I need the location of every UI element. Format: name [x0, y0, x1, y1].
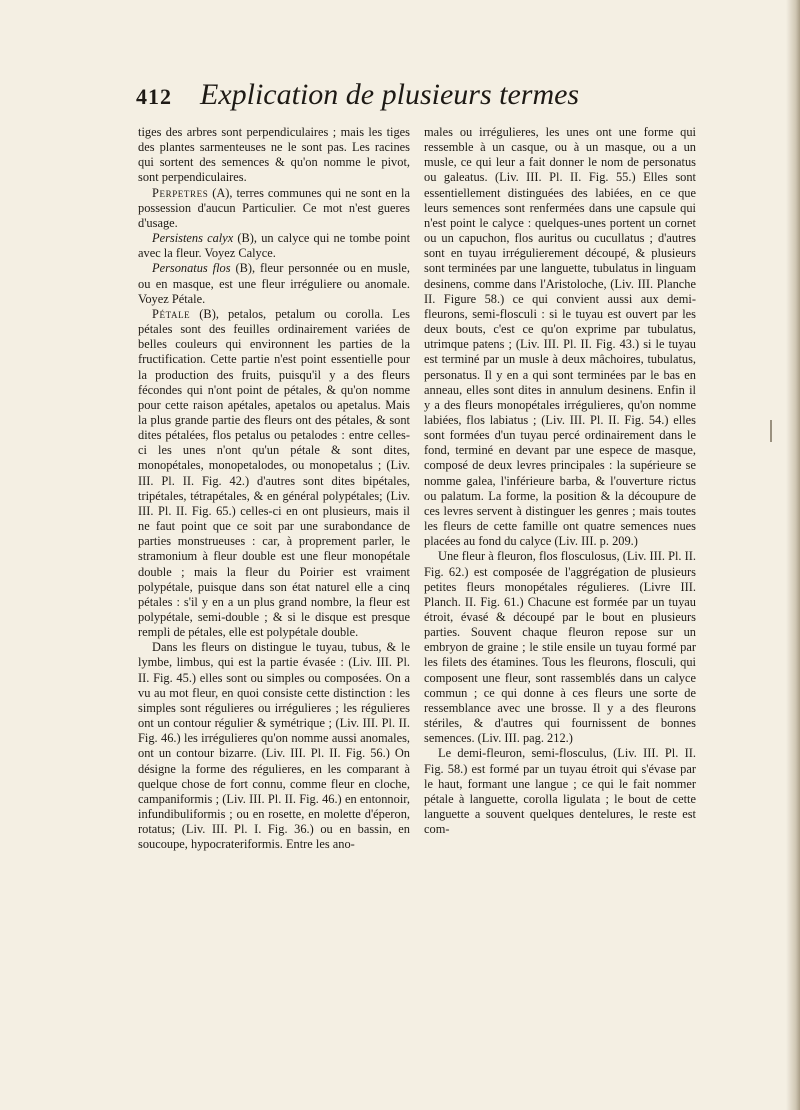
paragraph: Dans les fleurs on distingue le tuyau, tubus, & le lymbe, limbus, qui est la partie évasée : (Liv. III. Pl. II. Fig. 45.) elles sont ou simples ou composées. On a vu au mot fleur, en quoi consiste cette distinction : les simples sont régulieres ou irrégulieres ; les régulieres ont un contour régulier & symétrique ; (Liv. III. Pl. II. Fig. 46.) les irrégulieres qu'on nomme aussi anomales, ont un contour bizarre. (Liv. III. Pl. II. Fig. 56.) On désigne la forme des régulieres, en les comparant à quelque chose de fort connu, comme fleur en cloche, campaniformis ; (Liv. III. Pl. II. Fig. 46.) en entonnoir, infundibuliformis ; ou en rosette, en molette d'éperon, rotatus; (Liv. III. Pl. I. Fig. 36.) ou en bassin, en soucoupe, hypocrateriformis. Entre les ano-: [138, 640, 410, 852]
left-column: [138, 125, 410, 853]
page-number: 412: [136, 84, 172, 109]
margin-mark: [770, 420, 772, 442]
running-title: Explication de plusieurs termes: [200, 78, 580, 111]
paragraph: males ou irrégulieres, les unes ont une forme qui ressemble à un casque, ou à un masque, ou a un musle, ce qui leur a fait donner le nom de personatus ou galeatus. (Liv. III. Pl. II. Fig. 55.) Elles sont essentiellement distinguées des labiées, en ce que leurs semences sont renfermées dans une capsule qui n'est point le calyce : quelques-unes portent un cornet ou un capuchon, flos auritus ou cucullatus ; d'autres sont en tuyau irrégulierement découpé, & plusieurs sont terminées par une languette, tubulatus in linguam desinens, comme dans l'Aristoloche, (Liv. III. Planche II. Figure 58.) ce qui convient aussi aux demi-fleurons, semi-flosculi : si le tuyau est ouvert par les deux bouts, c'est ce qu'on exprime par tubulatus, utrimque patens ; (Liv. III. Pl. II. Fig. 43.) si le tuyau est terminé par un musle à deux mâchoires, tubulatus, personatus. Il y en a qui sont terminées par le bas en anneau, elles sont dites in annulum desinens. Enfin il y a des fleurs monopétales irrégulieres, qu'on nomme labiées, flos labiatus ; (Liv. III. Pl. II. Fig. 54.) elles sont formées d'un tuyau percé ordinairement dans le fond, terminé en devant par une espece de masque, composé de deux levres principales : la supérieure se nomme galea, l'inférieure barba, & l'ouverture rictus ou palatum. La forme, la position & la découpure de ces levres servent à distinguer les genres ; mais toutes les fleurs de cette famille ont quatre semences nues placées au fond du calyce (Liv. III. p. 209.): [424, 125, 696, 549]
paragraph: Persistens calyx (B), un calyce qui ne tombe point avec la fleur. Voyez Calyce.: [138, 231, 411, 261]
entry-term: Perpetres: [152, 185, 209, 200]
entry-term: Persistens calyx: [152, 231, 234, 246]
paragraph: tiges des arbres sont perpendiculaires ; mais les tiges des plantes sarmenteuses ne le sont pas. Les racines qui sortent des semences & qu'on nomme le pivot, sont perpendiculaires.: [138, 125, 410, 185]
paragraph: Le demi-fleuron, semi-flosculus, (Liv. III. Pl. II. Fig. 58.) est formé par un tuyau étroit qui s'évase par le haut, formant une langue ; ce qui le fait nommer pétale à languette, corolla ligulata ; le bout de cette languette a souvent quelques dentelures, le reste est com-: [424, 746, 696, 837]
paragraph: Perpetres (A), terres communes qui ne sont en la possession d'aucun Particulier. Ce mot n'est gueres d'usage.: [138, 185, 410, 230]
page-spine-shadow: [786, 0, 800, 1110]
entry-term: Pétale: [152, 306, 191, 321]
paragraph: Pétale (B), petalos, petalum ou corolla. Les pétales sont des feuilles ordinairement variées de belles couleurs qui environnent les parties de la fructification. Cette partie n'est point essentielle pour la production des fruits, puisqu'il y a des fleurs fécondes qui n'ont point de pétales, & qu'on nomme pour cette raison apétales, apetalos ou apetalus. Mais la plus grande partie des fleurs ont des pétales, & sont dites pétalées, flos petalus ou petalodes : entre celles-ci les unes n'ont qu'un pétale & sont dites, monopétales, monopetalodes, ou monopetalus ; (Liv. III. Pl. II. Fig. 42.) d'autres sont dites bipétales, tripétales, tétrapétales, & en général polypétales; (Liv. III. Pl. II. Fig. 65.) celles-ci en ont plusieurs, mais il ne faut point que ce soit par une surabondance de parties monstrueuses : car, à proprement parler, le stramonium à fleur double est une fleur monopétale double ; mais la fleur du Poirier est vraiment polypétale, puisque dans son état naturel elle a cinq pétales : s'il y en a un plus grand nombre, la fleur est polypétale, semi-double ; & si le disque est presque rempli de pétales, elle est polypétale double.: [138, 306, 410, 640]
page-header: [136, 78, 696, 118]
right-column: [424, 125, 696, 837]
paragraph: Une fleur à fleuron, flos flosculosus, (Liv. III. Pl. II. Fig. 62.) est composée de l'aggrégation de plusieurs petites fleurs monopétales régulieres. (Livre III. Planch. II. Fig. 61.) Chacune est formée par un tuyau étroit, évasé & découpé par le bout en plusieurs parties. Souvent chaque fleuron repose sur un embryon de graine ; le stile ensile un tuyau formé par les filets des étamines. Tous les fleurons, flosculi, qui composent une fleur, sont rassemblés dans un calyce commun ; ce qui donne à ces fleurs une sorte de ressemblance avec une brosse. Il y a des fleurons stériles, & d'autres qui fournissent de bonnes semences. (Liv. III. pag. 212.): [424, 549, 696, 746]
entry-term: Personatus flos: [152, 261, 231, 276]
paragraph: Personatus flos (B), fleur personnée ou en musle, ou en masque, est une fleur irréguliere ou anomale. Voyez Pétale.: [138, 261, 410, 306]
